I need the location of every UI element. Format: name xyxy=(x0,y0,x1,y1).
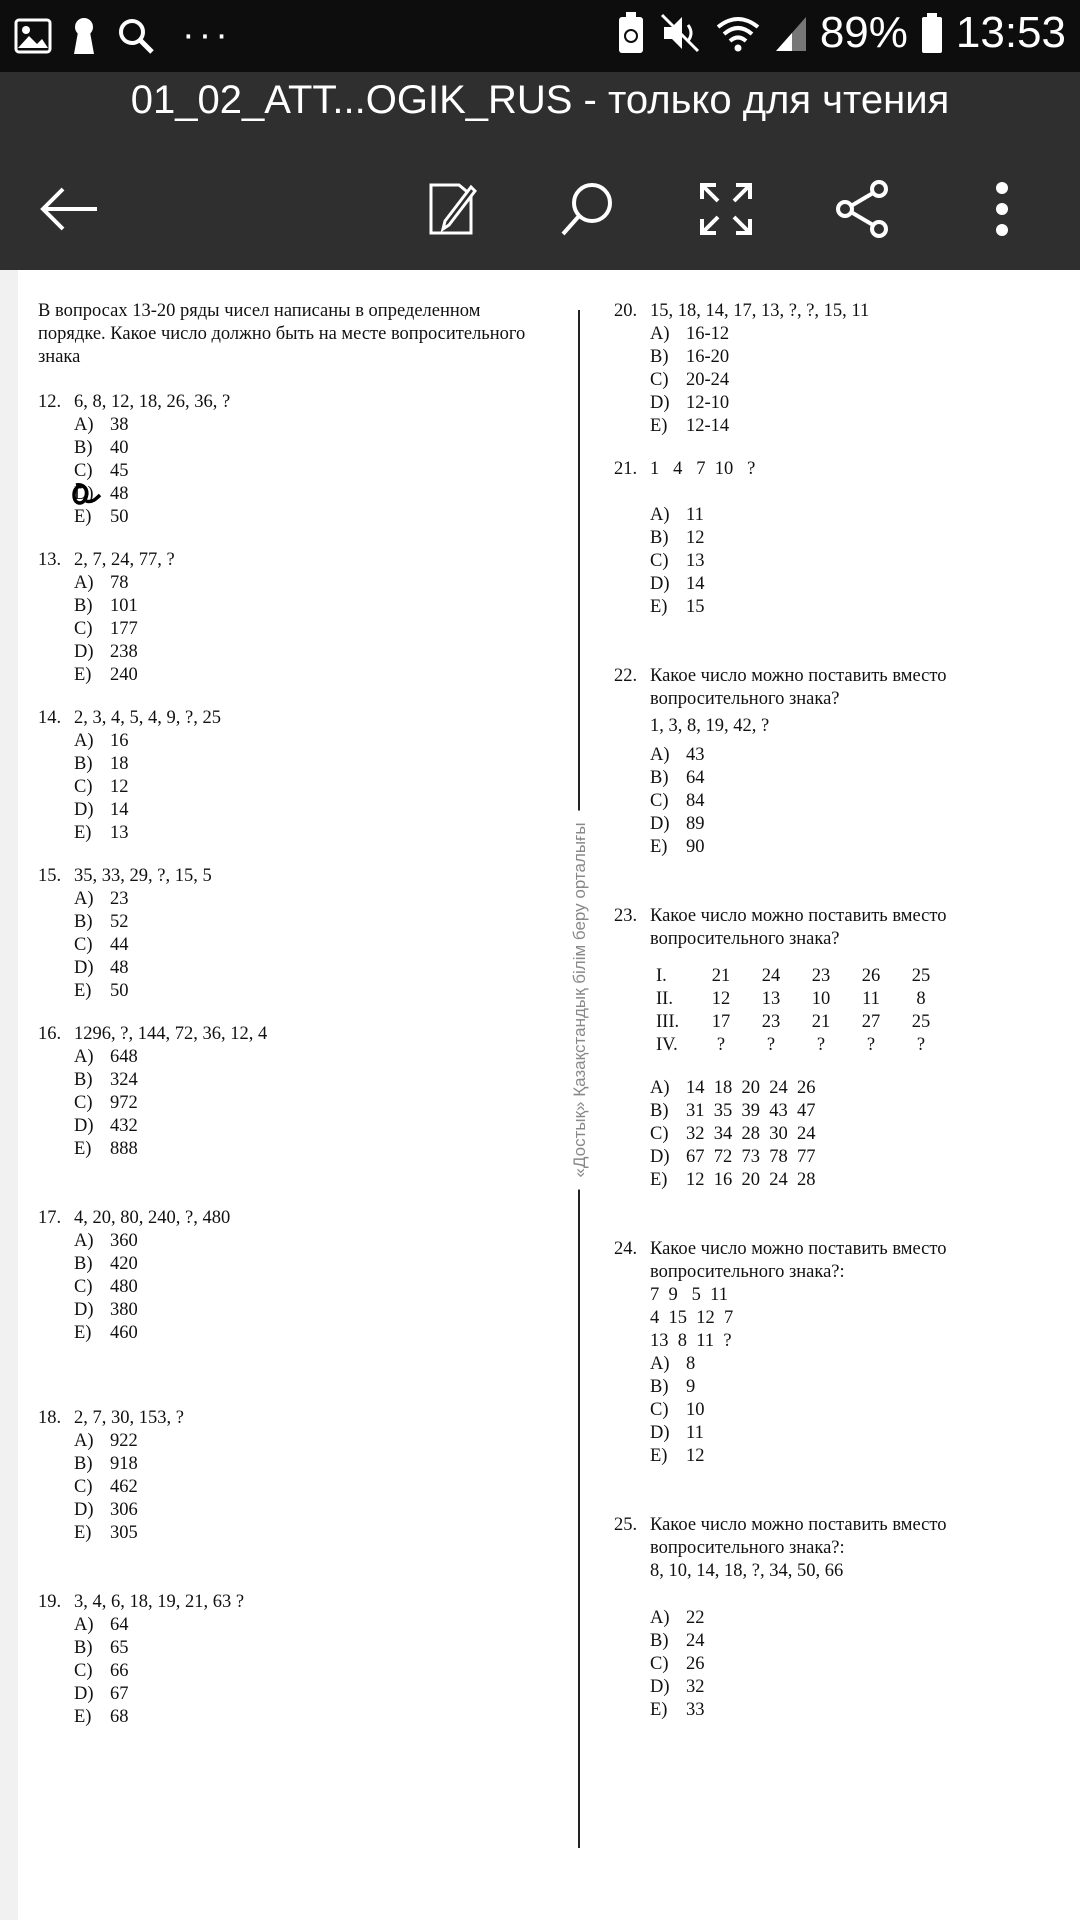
option-letter: B) xyxy=(74,438,93,458)
option-value: 16-12 xyxy=(686,324,730,344)
option-letter: C) xyxy=(74,777,93,797)
question-number: 16. xyxy=(38,1024,62,1044)
option-letter: B) xyxy=(74,754,93,774)
option-c xyxy=(74,1660,558,1683)
option-letter: D) xyxy=(650,1677,670,1697)
option-value: 360 xyxy=(110,1231,138,1251)
option-c xyxy=(650,369,1054,392)
question-text: 1296, ?, 144, 72, 36, 12, 4 xyxy=(74,1024,268,1044)
option-value: 101 xyxy=(110,596,138,616)
option-letter: A) xyxy=(74,1047,94,1067)
question-text: Какое число можно поставить вместо вопросительного знака?: xyxy=(650,1515,947,1558)
option-d xyxy=(650,573,1054,596)
option-letter: A) xyxy=(650,1078,670,1098)
option-value: 15 xyxy=(686,597,705,617)
grid-row: I. 21 24 23 26 25 xyxy=(656,966,931,986)
question-number: 24. xyxy=(614,1239,638,1259)
image-icon xyxy=(14,18,52,54)
option-c xyxy=(650,1399,1054,1422)
search-notification-icon xyxy=(116,16,156,56)
option-a xyxy=(74,1614,558,1637)
option-value: 90 xyxy=(686,837,705,857)
option-letter: A) xyxy=(74,889,94,909)
option-c xyxy=(650,550,1054,573)
question-text: 4, 20, 80, 240, ?, 480 xyxy=(74,1208,231,1228)
option-value: 52 xyxy=(110,912,129,932)
option-letter: D) xyxy=(74,1300,94,1320)
option-b xyxy=(650,527,1054,550)
fullscreen-button[interactable] xyxy=(681,164,771,254)
option-a xyxy=(650,323,1054,346)
option-c xyxy=(74,776,558,799)
option-a xyxy=(650,1607,1054,1630)
battery-percent: 89% xyxy=(819,8,908,57)
option-value: 12-10 xyxy=(686,393,730,413)
keyhole-icon xyxy=(70,16,98,56)
option-letter: C) xyxy=(650,370,669,390)
option-letter: B) xyxy=(74,1454,93,1474)
pen-edit-icon xyxy=(425,179,485,239)
option-e xyxy=(74,664,558,687)
option-letter: C) xyxy=(74,1477,93,1497)
option-d xyxy=(74,957,558,980)
option-e xyxy=(74,822,558,845)
question-12 xyxy=(38,391,558,529)
option-a xyxy=(74,1046,558,1069)
option-e xyxy=(650,1445,1054,1468)
option-value: 648 xyxy=(110,1047,138,1067)
option-value: 31 35 39 43 47 xyxy=(686,1101,816,1121)
option-letter: B) xyxy=(650,1377,669,1397)
option-letter: C) xyxy=(74,935,93,955)
option-value: 306 xyxy=(110,1500,138,1520)
option-b xyxy=(650,1630,1054,1653)
option-d xyxy=(74,641,558,664)
option-letter: B) xyxy=(74,1254,93,1274)
question-number: 21. xyxy=(614,459,638,479)
question-text: 2, 7, 24, 77, ? xyxy=(74,550,175,570)
option-value: 972 xyxy=(110,1093,138,1113)
option-value: 10 xyxy=(686,1400,705,1420)
question-21 xyxy=(614,458,1054,619)
option-value: 64 xyxy=(110,1615,129,1635)
option-value: 12 xyxy=(686,1446,705,1466)
more-options-button[interactable] xyxy=(957,164,1047,254)
kebab-menu-icon xyxy=(992,181,1012,237)
option-value: 32 34 28 30 24 xyxy=(686,1124,816,1144)
option-e xyxy=(74,980,558,1003)
option-letter: D) xyxy=(74,1684,94,1704)
option-letter: E) xyxy=(650,597,668,617)
option-letter: C) xyxy=(650,1654,669,1674)
question-text: 35, 33, 29, ?, 15, 5 xyxy=(74,866,212,886)
question-number: 17. xyxy=(38,1208,62,1228)
option-letter: D) xyxy=(74,958,94,978)
option-value: 432 xyxy=(110,1116,138,1136)
option-value: 22 xyxy=(686,1608,705,1628)
option-d xyxy=(650,1422,1054,1445)
option-letter: E) xyxy=(74,665,92,685)
battery-saver-icon xyxy=(616,11,646,55)
option-letter: D) xyxy=(650,574,670,594)
option-c xyxy=(74,934,558,957)
option-b xyxy=(74,1069,558,1092)
option-value: 18 xyxy=(110,754,129,774)
option-value: 12 xyxy=(110,777,129,797)
option-letter: C) xyxy=(650,1400,669,1420)
option-d xyxy=(650,1146,1054,1169)
option-letter: E) xyxy=(74,1707,92,1727)
option-value: 50 xyxy=(110,507,129,527)
option-value: 38 xyxy=(110,415,129,435)
option-letter: B) xyxy=(650,528,669,548)
question-number: 12. xyxy=(38,392,62,412)
option-letter: E) xyxy=(74,507,92,527)
notification-icons xyxy=(14,14,232,57)
option-c xyxy=(74,460,558,483)
number-line: 13 8 11 ? xyxy=(650,1331,732,1351)
option-letter: D) xyxy=(74,1116,94,1136)
option-a xyxy=(650,1077,1054,1100)
question-25 xyxy=(614,1514,1054,1722)
option-letter: A) xyxy=(650,1608,670,1628)
question-number: 18. xyxy=(38,1408,62,1428)
option-e xyxy=(650,596,1054,619)
option-letter: A) xyxy=(74,1431,94,1451)
number-grid xyxy=(614,965,1054,1057)
instructions-text: В вопросах 13-20 ряды чисел написаны в определенном порядке. Какое число должно быть на месте вопросительного знака xyxy=(38,301,526,367)
option-c xyxy=(74,618,558,641)
option-b xyxy=(74,1637,558,1660)
option-letter: C) xyxy=(74,1093,93,1113)
grid-row: IV. ? ? ? ? ? xyxy=(656,1035,926,1055)
expand-icon xyxy=(698,181,754,237)
option-value: 14 xyxy=(110,800,129,820)
back-button[interactable] xyxy=(24,164,114,254)
option-value: 32 xyxy=(686,1677,705,1697)
option-value: 48 xyxy=(110,958,129,978)
option-letter: C) xyxy=(650,551,669,571)
option-letter: C) xyxy=(74,1277,93,1297)
question-text: 6, 8, 12, 18, 26, 36, ? xyxy=(74,392,231,412)
option-letter: B) xyxy=(650,347,669,367)
question-number: 14. xyxy=(38,708,62,728)
question-number: 20. xyxy=(614,301,638,321)
option-b xyxy=(650,1376,1054,1399)
search-button[interactable] xyxy=(543,164,633,254)
option-letter: E) xyxy=(74,1323,92,1343)
signal-icon xyxy=(774,13,808,53)
option-value: 16 xyxy=(110,731,129,751)
watermark: «Достық» Қазақстандық білім беру орталығы xyxy=(566,810,594,1189)
option-letter: C) xyxy=(650,1124,669,1144)
question-text: 1 4 7 10 ? xyxy=(650,459,756,479)
option-value: 64 xyxy=(686,768,705,788)
option-letter: A) xyxy=(650,324,670,344)
option-value: 23 xyxy=(110,889,129,909)
question-number: 13. xyxy=(38,550,62,570)
number-sequence: 1, 3, 8, 19, 42, ? xyxy=(650,716,770,736)
share-button[interactable] xyxy=(818,164,908,254)
option-value: 12 xyxy=(686,528,705,548)
question-number: 23. xyxy=(614,906,638,926)
option-value: 12 16 20 24 28 xyxy=(686,1170,816,1190)
option-letter: D) xyxy=(650,1423,670,1443)
option-b xyxy=(74,1453,558,1476)
option-value: 66 xyxy=(110,1661,129,1681)
option-a xyxy=(74,888,558,911)
option-letter: A) xyxy=(650,1354,670,1374)
number-line: 7 9 5 11 xyxy=(650,1285,728,1305)
option-value: 177 xyxy=(110,619,138,639)
option-value: 14 xyxy=(686,574,705,594)
option-a xyxy=(650,744,1054,767)
option-e xyxy=(650,1699,1054,1722)
left-column xyxy=(38,300,558,1749)
option-letter: E) xyxy=(650,416,668,436)
question-13 xyxy=(38,549,558,687)
question-number: 15. xyxy=(38,866,62,886)
option-letter: A) xyxy=(74,731,94,751)
option-value: 78 xyxy=(110,573,129,593)
option-letter: A) xyxy=(74,573,94,593)
option-a xyxy=(74,572,558,595)
option-d xyxy=(74,1683,558,1706)
option-letter: D) xyxy=(650,393,670,413)
wifi-icon xyxy=(714,13,762,53)
option-c xyxy=(74,1092,558,1115)
option-letter: D) xyxy=(74,800,94,820)
question-22 xyxy=(614,665,1054,859)
option-b xyxy=(650,346,1054,369)
option-d xyxy=(650,813,1054,836)
option-value: 11 xyxy=(686,505,704,525)
option-value: 65 xyxy=(110,1638,129,1658)
option-letter: B) xyxy=(74,1070,93,1090)
option-letter: D) xyxy=(74,1500,94,1520)
option-value: 48 xyxy=(110,484,129,504)
back-arrow-icon xyxy=(39,187,99,231)
option-d xyxy=(74,483,558,506)
option-value: 13 xyxy=(110,823,129,843)
grid-row: III. 17 23 21 27 25 xyxy=(656,1012,931,1032)
option-a xyxy=(650,1353,1054,1376)
option-value: 460 xyxy=(110,1323,138,1343)
option-value: 420 xyxy=(110,1254,138,1274)
question-text: 2, 3, 4, 5, 4, 9, ?, 25 xyxy=(74,708,221,728)
option-value: 40 xyxy=(110,438,129,458)
option-value: 84 xyxy=(686,791,705,811)
option-value: 67 72 73 78 77 xyxy=(686,1147,816,1167)
option-letter: B) xyxy=(650,1101,669,1121)
option-e xyxy=(74,1322,558,1345)
edit-button[interactable] xyxy=(410,164,500,254)
option-a xyxy=(650,504,1054,527)
option-letter: B) xyxy=(74,596,93,616)
option-b xyxy=(74,437,558,460)
question-18 xyxy=(38,1407,558,1545)
option-e xyxy=(650,1169,1054,1192)
option-value: 380 xyxy=(110,1300,138,1320)
option-value: 238 xyxy=(110,642,138,662)
question-24 xyxy=(614,1238,1054,1468)
question-23 xyxy=(614,905,1054,1192)
question-17 xyxy=(38,1207,558,1345)
number-sequence: 8, 10, 14, 18, ?, 34, 50, 66 xyxy=(650,1561,844,1581)
option-value: 44 xyxy=(110,935,129,955)
question-text: Какое число можно поставить вместо вопросительного знака? xyxy=(650,666,947,709)
question-14 xyxy=(38,707,558,845)
option-d xyxy=(74,799,558,822)
option-value: 305 xyxy=(110,1523,138,1543)
option-b xyxy=(650,1100,1054,1123)
option-d xyxy=(74,1299,558,1322)
option-letter: B) xyxy=(74,912,93,932)
option-e xyxy=(650,836,1054,859)
question-15 xyxy=(38,865,558,1003)
option-letter: A) xyxy=(74,1231,94,1251)
option-letter: E) xyxy=(74,1523,92,1543)
option-d xyxy=(74,1499,558,1522)
option-value: 24 xyxy=(686,1631,705,1651)
option-b xyxy=(650,767,1054,790)
option-letter: E) xyxy=(650,1446,668,1466)
clock: 13:53 xyxy=(955,8,1066,57)
question-text: 3, 4, 6, 18, 19, 21, 63 ? xyxy=(74,1592,245,1612)
option-letter: D) xyxy=(74,484,94,504)
question-number: 25. xyxy=(614,1515,638,1535)
document-title: 01_02_ATT...OGIK_RUS - только для чтения xyxy=(130,78,950,122)
option-a xyxy=(74,730,558,753)
option-letter: A) xyxy=(74,1615,94,1635)
option-letter: C) xyxy=(650,791,669,811)
option-e xyxy=(74,1522,558,1545)
option-e xyxy=(74,506,558,529)
option-value: 324 xyxy=(110,1070,138,1090)
option-b xyxy=(74,595,558,618)
question-text: Какое число можно поставить вместо вопросительного знака? xyxy=(650,906,947,949)
question-20 xyxy=(614,300,1054,438)
option-value: 45 xyxy=(110,461,129,481)
option-a xyxy=(74,1230,558,1253)
option-e xyxy=(74,1138,558,1161)
option-a xyxy=(74,1430,558,1453)
option-letter: A) xyxy=(74,415,94,435)
option-c xyxy=(74,1276,558,1299)
option-d xyxy=(650,392,1054,415)
option-d xyxy=(74,1115,558,1138)
grid-row: II. 12 13 10 11 8 xyxy=(656,989,926,1009)
question-text: 15, 18, 14, 17, 13, ?, ?, 15, 11 xyxy=(650,301,870,321)
handwritten-mark xyxy=(70,481,104,509)
option-value: 14 18 20 24 26 xyxy=(686,1078,816,1098)
number-line: 4 15 12 7 xyxy=(650,1308,734,1328)
option-letter: E) xyxy=(650,837,668,857)
option-c xyxy=(650,1123,1054,1146)
option-letter: C) xyxy=(74,1661,93,1681)
option-d xyxy=(650,1676,1054,1699)
option-b xyxy=(74,1253,558,1276)
option-value: 16-20 xyxy=(686,347,730,367)
status-bar xyxy=(0,0,1080,72)
option-letter: E) xyxy=(74,981,92,1001)
option-letter: A) xyxy=(650,505,670,525)
option-value: 12-14 xyxy=(686,416,730,436)
option-a xyxy=(74,414,558,437)
more-notifications-icon: ··· xyxy=(182,14,232,56)
option-value: 8 xyxy=(686,1354,696,1374)
option-value: 68 xyxy=(110,1707,129,1727)
option-value: 922 xyxy=(110,1431,138,1451)
option-value: 888 xyxy=(110,1139,138,1159)
option-value: 9 xyxy=(686,1377,696,1397)
option-value: 918 xyxy=(110,1454,138,1474)
option-value: 89 xyxy=(686,814,705,834)
option-value: 43 xyxy=(686,745,705,765)
option-value: 33 xyxy=(686,1700,705,1720)
question-text: 2, 7, 30, 153, ? xyxy=(74,1408,184,1428)
option-e xyxy=(74,1706,558,1729)
option-value: 26 xyxy=(686,1654,705,1674)
question-number: 22. xyxy=(614,666,638,686)
option-letter: D) xyxy=(650,814,670,834)
app-bar xyxy=(0,72,1080,270)
option-value: 462 xyxy=(110,1477,138,1497)
share-icon xyxy=(833,179,893,239)
option-c xyxy=(650,1653,1054,1676)
option-b xyxy=(74,753,558,776)
option-value: 13 xyxy=(686,551,705,571)
option-letter: B) xyxy=(74,1638,93,1658)
option-e xyxy=(650,415,1054,438)
search-icon xyxy=(558,179,618,239)
question-text: Какое число можно поставить вместо вопросительного знака?: xyxy=(650,1239,947,1282)
option-letter: D) xyxy=(650,1147,670,1167)
option-letter: C) xyxy=(74,619,93,639)
option-letter: B) xyxy=(650,1631,669,1651)
option-letter: C) xyxy=(74,461,93,481)
option-letter: D) xyxy=(74,642,94,662)
question-16 xyxy=(38,1023,558,1161)
question-19 xyxy=(38,1591,558,1729)
option-value: 20-24 xyxy=(686,370,730,390)
option-letter: E) xyxy=(74,823,92,843)
option-c xyxy=(74,1476,558,1499)
option-letter: E) xyxy=(74,1139,92,1159)
question-number: 19. xyxy=(38,1592,62,1612)
mute-icon xyxy=(658,11,702,55)
option-letter: E) xyxy=(650,1700,668,1720)
option-value: 50 xyxy=(110,981,129,1001)
option-letter: A) xyxy=(650,745,670,765)
option-value: 240 xyxy=(110,665,138,685)
right-column xyxy=(614,300,1054,1742)
option-value: 480 xyxy=(110,1277,138,1297)
option-c xyxy=(650,790,1054,813)
option-letter: B) xyxy=(650,768,669,788)
option-letter: E) xyxy=(650,1170,668,1190)
battery-icon xyxy=(920,11,944,55)
option-value: 11 xyxy=(686,1423,704,1443)
option-b xyxy=(74,911,558,934)
option-value: 67 xyxy=(110,1684,129,1704)
